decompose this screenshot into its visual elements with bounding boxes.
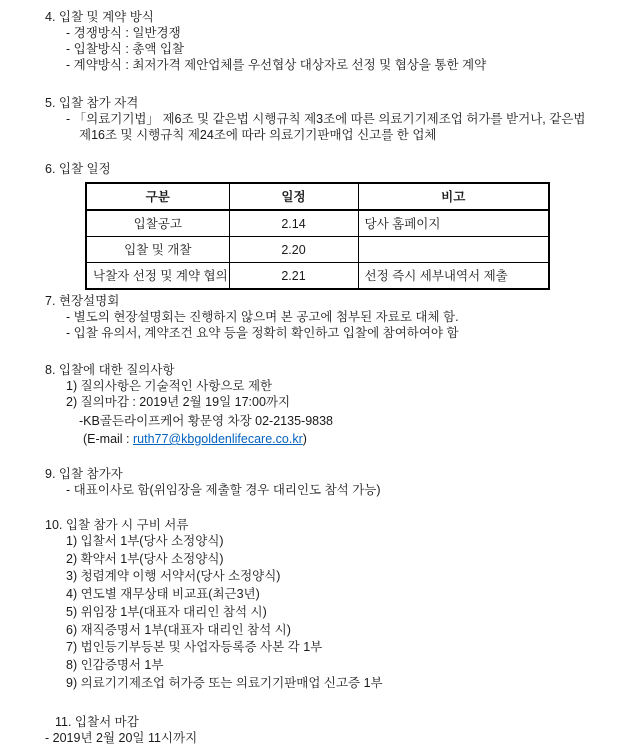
list-item: 1) 질의사항은 기술적인 사항으로 제한 xyxy=(66,379,273,393)
cell-note xyxy=(358,237,549,263)
list-item: - 2019년 2월 20일 11시까지 xyxy=(45,731,198,746)
section-site-briefing xyxy=(45,293,610,341)
email-link[interactable]: ruth77@kbgoldenlifecare.co.kr xyxy=(133,432,303,446)
list-item: - 경쟁방식 : 일반경쟁 xyxy=(66,26,181,40)
list-item: 2) 질의마감 : 2019년 2월 19일 17:00까지 xyxy=(66,395,291,409)
section-7-heading: 7. 현장설명회 xyxy=(45,294,120,308)
bid-schedule-table xyxy=(85,182,550,290)
cell-note: 선정 즉시 세부내역서 제출 xyxy=(358,263,549,290)
section-11-heading: 11. 입찰서 마감 xyxy=(55,715,139,730)
cell-date: 2.14 xyxy=(229,210,358,237)
list-item: 4) 연도별 재무상태 비교표(최근3년) xyxy=(66,587,260,602)
column-header-category: 구분 xyxy=(86,183,229,210)
list-item: - 「의료기기법」 제6조 및 같은법 시행규칙 제3조에 따른 의료기기제조업 허가를 받거나, 같은법 xyxy=(66,112,586,126)
table-row xyxy=(86,210,549,237)
list-item: - 별도의 현장설명회는 진행하지 않으며 본 공고에 첨부된 자료로 대체 함. xyxy=(66,310,459,324)
contact-info: -KB골든라이프케어 황문영 차장 02-2135-9838 xyxy=(79,414,334,428)
list-item: 3) 청렴계약 이행 서약서(당사 소정양식) xyxy=(66,569,281,584)
section-schedule xyxy=(45,161,610,290)
section-bid-deadline xyxy=(45,714,610,746)
list-item: 8) 인감증명서 1부 xyxy=(66,657,164,672)
cell-date: 2.20 xyxy=(229,237,358,263)
table-header-row xyxy=(86,183,549,210)
list-item: 5) 위임장 1부(대표자 대리인 참석 시) xyxy=(66,604,267,619)
cell-note: 당사 홈페이지 xyxy=(358,210,549,237)
email-line xyxy=(83,431,610,447)
list-item: 1) 입찰서 1부(당사 소정양식) xyxy=(66,534,224,548)
cell-category: 낙찰자 선정 및 계약 협의 xyxy=(86,263,229,290)
cell-category: 입찰 및 개찰 xyxy=(86,237,229,263)
list-item: - 입찰 유의서, 계약조건 요약 등을 정확히 확인하고 입찰에 참여하여야 함 xyxy=(66,326,459,340)
column-header-note: 비고 xyxy=(358,183,549,210)
table-row xyxy=(86,263,549,290)
section-participants xyxy=(45,466,610,498)
list-item: 2) 확약서 1부(당사 소정양식) xyxy=(66,551,224,566)
list-item: - 계약방식 : 최저가격 제안업체를 우선협상 대상자로 선정 및 협상을 통한 계약 xyxy=(66,58,487,72)
section-5-heading: 5. 입찰 참가 자격 xyxy=(45,96,139,110)
email-suffix: ) xyxy=(302,432,307,446)
cell-category: 입찰공고 xyxy=(86,210,229,237)
list-item: 9) 의료기기제조업 허가증 또는 의료기기판매업 신고증 1부 xyxy=(66,675,383,690)
section-4-heading: 4. 입찰 및 계약 방식 xyxy=(45,10,154,24)
list-item-wrap: 제16조 및 시행규칙 제24조에 따라 의료기기판매업 신고를 한 업체 xyxy=(79,128,437,142)
list-item: - 대표이사로 함(위임장을 제출할 경우 대리인도 참석 가능) xyxy=(66,483,381,497)
section-9-heading: 9. 입찰 참가자 xyxy=(45,467,123,481)
section-eligibility xyxy=(45,95,610,143)
section-6-heading: 6. 입찰 일정 xyxy=(45,162,111,176)
list-item: - 입찰방식 : 총액 입찰 xyxy=(66,42,185,56)
section-inquiries xyxy=(45,362,610,447)
section-contract-method xyxy=(45,9,610,73)
list-item: 7) 법인등기부등본 및 사업자등록증 사본 각 1부 xyxy=(66,640,323,655)
section-required-documents xyxy=(45,517,610,692)
section-8-heading: 8. 입찰에 대한 질의사항 xyxy=(45,363,175,377)
email-prefix: (E-mail : xyxy=(83,432,133,446)
cell-date: 2.21 xyxy=(229,263,358,290)
section-10-heading: 10. 입찰 참가 시 구비 서류 xyxy=(45,518,189,532)
column-header-date: 일정 xyxy=(229,183,358,210)
table-row xyxy=(86,237,549,263)
list-item: 6) 재직증명서 1부(대표자 대리인 참석 시) xyxy=(66,622,291,637)
